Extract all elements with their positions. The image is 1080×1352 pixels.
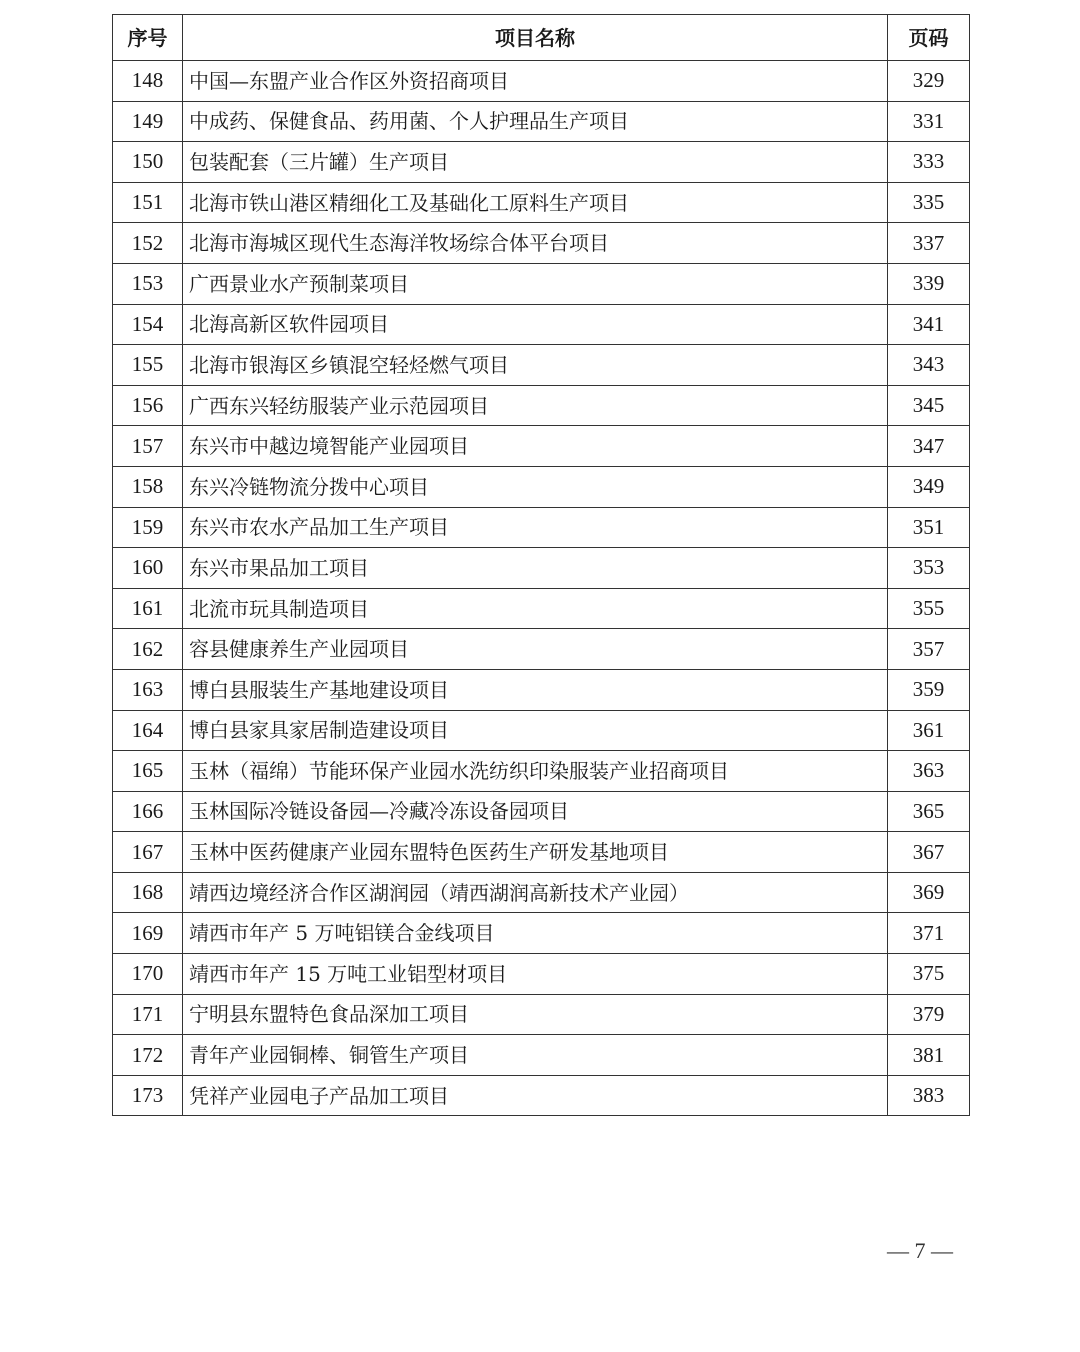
table-row <box>113 548 970 589</box>
row-project-name: 宁明县东盟特色食品深加工项目 <box>183 994 888 1035</box>
row-serial-number: 154 <box>113 304 183 345</box>
row-serial-number: 155 <box>113 345 183 386</box>
table-row <box>113 1075 970 1116</box>
row-page-number: 341 <box>888 304 970 345</box>
row-serial-number: 173 <box>113 1075 183 1116</box>
row-page-number: 367 <box>888 832 970 873</box>
row-serial-number: 160 <box>113 548 183 589</box>
row-page-number: 347 <box>888 426 970 467</box>
row-project-name: 北海市铁山港区精细化工及基础化工原料生产项目 <box>183 182 888 223</box>
table-row <box>113 1035 970 1076</box>
row-project-name: 中国—东盟产业合作区外资招商项目 <box>183 61 888 102</box>
row-page-number: 381 <box>888 1035 970 1076</box>
row-page-number: 343 <box>888 345 970 386</box>
row-serial-number: 171 <box>113 994 183 1035</box>
table-row <box>113 426 970 467</box>
row-project-name: 北流市玩具制造项目 <box>183 588 888 629</box>
row-serial-number: 161 <box>113 588 183 629</box>
header-project-name: 项目名称 <box>183 15 888 61</box>
row-project-name: 靖西市年产 5 万吨铝镁合金线项目 <box>183 913 888 954</box>
row-serial-number: 152 <box>113 223 183 264</box>
row-project-name: 凭祥产业园电子产品加工项目 <box>183 1075 888 1116</box>
table-row <box>113 954 970 995</box>
row-page-number: 359 <box>888 669 970 710</box>
row-page-number: 333 <box>888 142 970 183</box>
row-serial-number: 162 <box>113 629 183 670</box>
table-row <box>113 994 970 1035</box>
table-row <box>113 629 970 670</box>
row-serial-number: 150 <box>113 142 183 183</box>
table-header <box>113 15 970 61</box>
row-project-name: 玉林中医药健康产业园东盟特色医药生产研发基地项目 <box>183 832 888 873</box>
row-page-number: 335 <box>888 182 970 223</box>
row-project-name: 东兴市农水产品加工生产项目 <box>183 507 888 548</box>
row-serial-number: 158 <box>113 466 183 507</box>
row-project-name: 博白县服装生产基地建设项目 <box>183 669 888 710</box>
table-row <box>113 345 970 386</box>
row-project-name: 包装配套（三片罐）生产项目 <box>183 142 888 183</box>
table-row <box>113 872 970 913</box>
row-serial-number: 156 <box>113 385 183 426</box>
row-project-name: 广西东兴轻纺服装产业示范园项目 <box>183 385 888 426</box>
row-page-number: 353 <box>888 548 970 589</box>
page-number: — 7 — <box>887 1238 953 1263</box>
table-row <box>113 710 970 751</box>
row-serial-number: 170 <box>113 954 183 995</box>
row-page-number: 357 <box>888 629 970 670</box>
table-row <box>113 913 970 954</box>
toc-table <box>112 14 970 1116</box>
row-page-number: 361 <box>888 710 970 751</box>
row-page-number: 329 <box>888 61 970 102</box>
table-row <box>113 751 970 792</box>
row-serial-number: 163 <box>113 669 183 710</box>
row-serial-number: 151 <box>113 182 183 223</box>
row-serial-number: 164 <box>113 710 183 751</box>
row-project-name: 东兴冷链物流分拨中心项目 <box>183 466 888 507</box>
row-project-name: 东兴市果品加工项目 <box>183 548 888 589</box>
table-row <box>113 791 970 832</box>
row-page-number: 383 <box>888 1075 970 1116</box>
row-serial-number: 168 <box>113 872 183 913</box>
row-serial-number: 166 <box>113 791 183 832</box>
table-row <box>113 101 970 142</box>
row-serial-number: 165 <box>113 751 183 792</box>
table-row <box>113 466 970 507</box>
table-row <box>113 182 970 223</box>
row-page-number: 349 <box>888 466 970 507</box>
row-serial-number: 149 <box>113 101 183 142</box>
row-page-number: 351 <box>888 507 970 548</box>
table-row <box>113 142 970 183</box>
table-row <box>113 669 970 710</box>
row-page-number: 379 <box>888 994 970 1035</box>
row-project-name: 北海高新区软件园项目 <box>183 304 888 345</box>
row-page-number: 365 <box>888 791 970 832</box>
row-project-name: 靖西市年产 15 万吨工业铝型材项目 <box>183 954 888 995</box>
row-project-name: 容县健康养生产业园项目 <box>183 629 888 670</box>
row-serial-number: 148 <box>113 61 183 102</box>
row-serial-number: 172 <box>113 1035 183 1076</box>
row-page-number: 371 <box>888 913 970 954</box>
row-project-name: 广西景业水产预制菜项目 <box>183 263 888 304</box>
row-serial-number: 159 <box>113 507 183 548</box>
header-row <box>113 15 970 61</box>
row-page-number: 369 <box>888 872 970 913</box>
row-project-name: 北海市海城区现代生态海洋牧场综合体平台项目 <box>183 223 888 264</box>
table-row <box>113 385 970 426</box>
header-serial-number: 序号 <box>113 15 183 61</box>
row-project-name: 博白县家具家居制造建设项目 <box>183 710 888 751</box>
row-serial-number: 153 <box>113 263 183 304</box>
row-serial-number: 167 <box>113 832 183 873</box>
row-page-number: 337 <box>888 223 970 264</box>
row-project-name: 玉林国际冷链设备园—冷藏冷冻设备园项目 <box>183 791 888 832</box>
row-project-name: 东兴市中越边境智能产业园项目 <box>183 426 888 467</box>
row-serial-number: 169 <box>113 913 183 954</box>
row-page-number: 339 <box>888 263 970 304</box>
row-project-name: 玉林（福绵）节能环保产业园水洗纺织印染服装产业招商项目 <box>183 751 888 792</box>
table-row <box>113 223 970 264</box>
row-serial-number: 157 <box>113 426 183 467</box>
row-project-name: 中成药、保健食品、药用菌、个人护理品生产项目 <box>183 101 888 142</box>
row-page-number: 331 <box>888 101 970 142</box>
row-project-name: 青年产业园铜棒、铜管生产项目 <box>183 1035 888 1076</box>
table-row <box>113 61 970 102</box>
table-row <box>113 588 970 629</box>
table-body <box>113 61 970 1116</box>
header-page-number: 页码 <box>888 15 970 61</box>
table-row <box>113 304 970 345</box>
row-project-name: 北海市银海区乡镇混空轻烃燃气项目 <box>183 345 888 386</box>
row-page-number: 345 <box>888 385 970 426</box>
table-row <box>113 832 970 873</box>
row-page-number: 375 <box>888 954 970 995</box>
row-page-number: 363 <box>888 751 970 792</box>
row-page-number: 355 <box>888 588 970 629</box>
table-row <box>113 507 970 548</box>
row-project-name: 靖西边境经济合作区湖润园（靖西湖润高新技术产业园） <box>183 872 888 913</box>
table-row <box>113 263 970 304</box>
